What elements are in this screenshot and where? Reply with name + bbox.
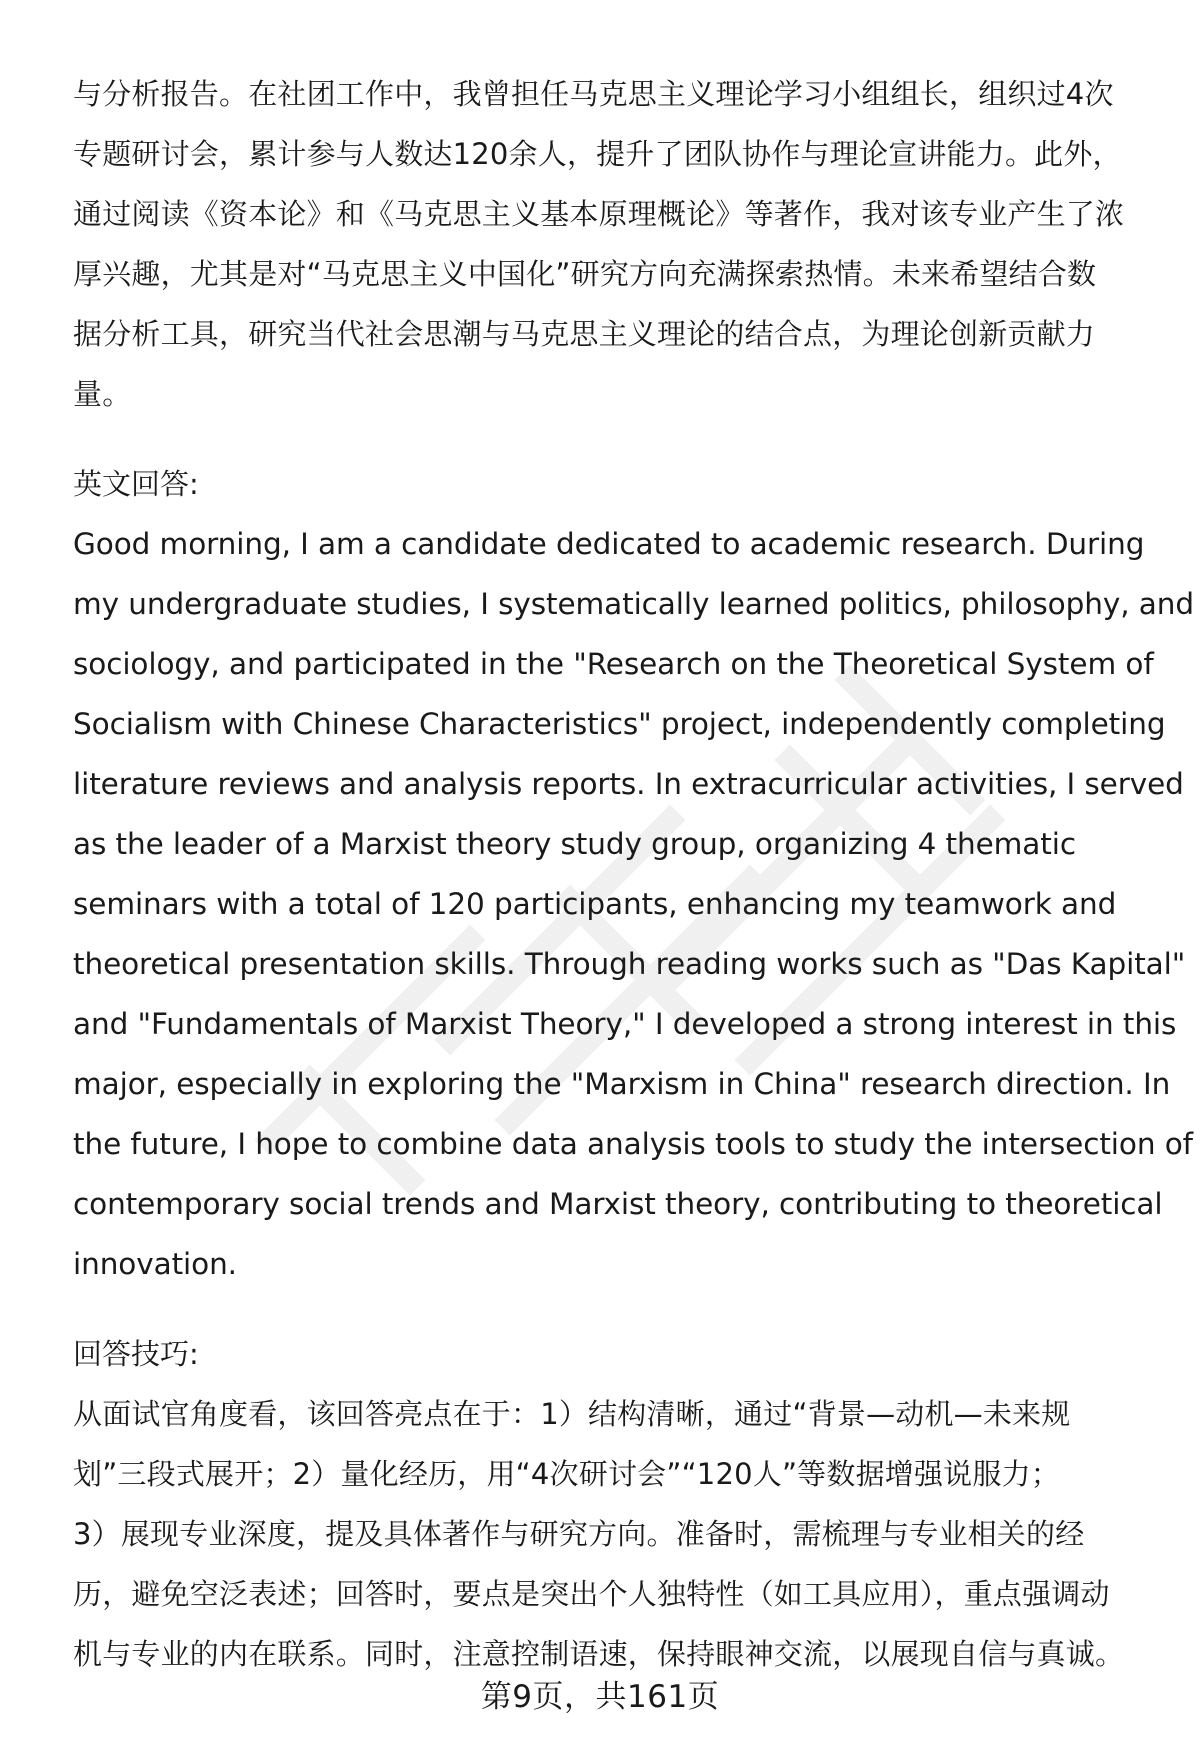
intro-line: 据分析工具，研究当代社会思潮与马克思主义理论的结合点，为理论创新贡献力 [73, 317, 1096, 351]
intro-line: 专题研讨会，累计参与人数达120余人，提升了团队协作与理论宣讲能力。此外， [73, 137, 1122, 171]
english-line: Socialism with Chinese Characteristics" project, independently completing [73, 707, 1166, 741]
english-answer-paragraph [73, 514, 1194, 1294]
english-line: the future, I hope to combine data analysis tools to study the intersection of [73, 1127, 1193, 1161]
tips-line: 从面试官角度看，该回答亮点在于：1）结构清晰，通过“背景—动机—未来规 [73, 1397, 1071, 1431]
page-content [73, 64, 1194, 1684]
english-line: major, especially in exploring the "Marxism in China" research direction. In [73, 1067, 1171, 1101]
english-line: seminars with a total of 120 participants, enhancing my teamwork and [73, 887, 1117, 921]
english-line: theoretical presentation skills. Through reading works such as "Das Kapital" [73, 947, 1186, 981]
section-gap [73, 424, 1168, 454]
english-line: innovation. [73, 1247, 237, 1281]
tips-label: 回答技巧: [73, 1337, 199, 1371]
intro-line: 厚兴趣，尤其是对“马克思主义中国化”研究方向充满探索热情。未来希望结合数 [73, 257, 1097, 291]
section-gap [73, 1294, 1168, 1324]
tips-line: 3）展现专业深度，提及具体著作与研究方向。准备时，需梳理与专业相关的经 [73, 1517, 1085, 1551]
tips-line: 历，避免空泛表述；回答时，要点是突出个人独特性（如工具应用），重点强调动 [73, 1577, 1110, 1611]
page-number: 第9页，共161页 [480, 1679, 720, 1715]
english-line: and "Fundamentals of Marxist Theory," I developed a strong interest in this [73, 1007, 1177, 1041]
english-line: my undergraduate studies, I systematically learned politics, philosophy, and [73, 587, 1194, 621]
intro-paragraph [73, 64, 1168, 424]
tips-line: 划”三段式展开；2）量化经历，用“4次研讨会”“120人”等数据增强说服力； [73, 1457, 1060, 1491]
english-line: literature reviews and analysis reports. In extracurricular activities, I served [73, 767, 1184, 801]
english-answer-label: 英文回答: [73, 467, 199, 501]
english-line: contemporary social trends and Marxist theory, contributing to theoretical [73, 1187, 1163, 1221]
intro-line: 量。 [73, 377, 132, 411]
intro-line: 通过阅读《资本论》和《马克思主义基本原理概论》等著作，我对该专业产生了浓 [73, 197, 1125, 231]
tips-line: 机与专业的内在联系。同时，注意控制语速，保持眼神交流，以展现自信与真诚。 [73, 1637, 1125, 1671]
english-line: as the leader of a Marxist theory study group, organizing 4 thematic [73, 827, 1076, 861]
english-line: Good morning, I am a candidate dedicated to academic research. During [73, 527, 1145, 561]
intro-line: 与分析报告。在社团工作中，我曾担任马克思主义理论学习小组组长，组织过4次 [73, 77, 1114, 111]
english-line: sociology, and participated in the "Research on the Theoretical System of [73, 647, 1154, 681]
tips-paragraph [73, 1384, 1168, 1684]
